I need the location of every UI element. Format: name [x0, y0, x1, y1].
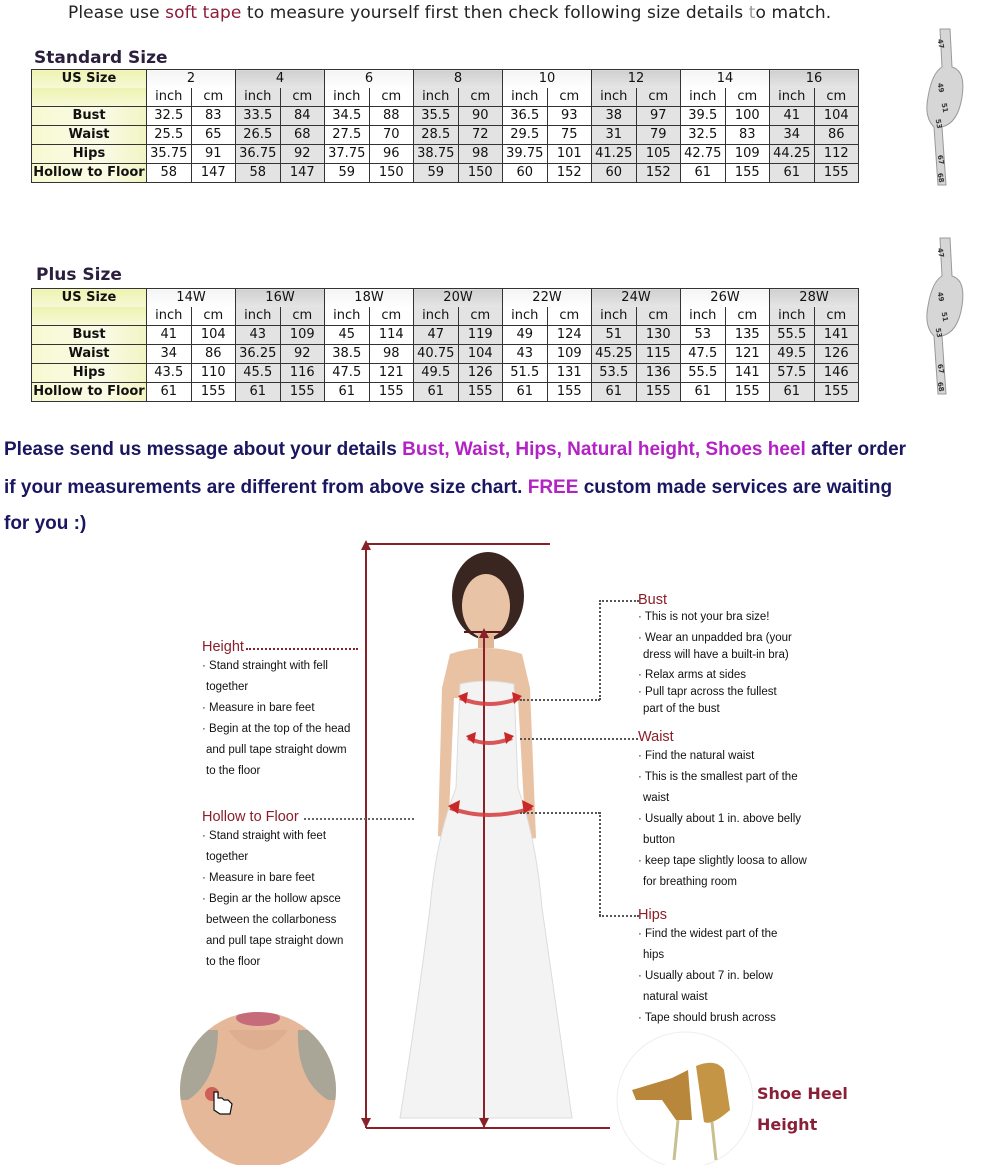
table-cell: 96	[369, 145, 414, 164]
height-guide-title: Height	[202, 639, 244, 655]
unit-inch: inch	[770, 88, 815, 107]
table-cell: 155	[814, 164, 859, 183]
svg-text:47: 47	[935, 38, 946, 50]
guide-item: · Begin ar the hollow apsce	[202, 893, 341, 905]
table-cell: 35.75	[147, 145, 192, 164]
guide-item: · Stand strainght with fell	[202, 660, 328, 672]
table-cell: 88	[369, 107, 414, 126]
table-cell: 86	[814, 126, 859, 145]
table-cell: 98	[369, 345, 414, 364]
table-cell: 84	[280, 107, 325, 126]
unit-cm: cm	[725, 307, 770, 326]
unit-cm: cm	[191, 307, 236, 326]
guide-item: · Relax arms at sides	[638, 669, 747, 681]
guide-item: natural waist	[643, 991, 708, 1003]
table-cell: 29.5	[503, 126, 548, 145]
measurement-label: Hips	[32, 364, 147, 383]
guide-item: between the collarboness	[206, 914, 337, 926]
table-cell: 126	[814, 345, 859, 364]
waist-guide-title: Waist	[638, 729, 674, 745]
table-cell: 58	[147, 164, 192, 183]
table-cell: 155	[191, 383, 236, 402]
table-cell: 150	[458, 164, 503, 183]
unit-cm: cm	[369, 307, 414, 326]
hollow-to-floor-guide	[202, 808, 372, 973]
table-cell: 47	[414, 326, 459, 345]
table-cell: 53	[681, 326, 726, 345]
table-cell: 41	[147, 326, 192, 345]
unit-inch: inch	[414, 307, 459, 326]
guide-item: · This is not your bra size!	[638, 611, 770, 623]
table-cell: 36.5	[503, 107, 548, 126]
table-cell: 45	[325, 326, 370, 345]
table-cell: 155	[547, 383, 592, 402]
svg-text:49: 49	[935, 82, 946, 94]
table-cell: 79	[636, 126, 681, 145]
us-size-label: US Size	[32, 70, 147, 89]
table-cell: 116	[280, 364, 325, 383]
standard-size-title: Standard Size	[34, 48, 168, 68]
table-cell: 60	[503, 164, 548, 183]
table-cell: 43	[503, 345, 548, 364]
guide-item: together	[206, 681, 249, 693]
unit-cm: cm	[369, 88, 414, 107]
guide-item: · Stand straight with feet	[202, 830, 327, 842]
svg-text:68: 68	[935, 381, 946, 393]
table-cell: 49.5	[770, 345, 815, 364]
hips-connector	[599, 915, 639, 917]
table-cell: 47.5	[681, 345, 726, 364]
table-cell: 61	[236, 383, 281, 402]
guide-item: and pull tape straight down	[206, 935, 344, 947]
table-cell: 32.5	[147, 107, 192, 126]
table-cell: 41.25	[592, 145, 637, 164]
plus-size-title: Plus Size	[36, 265, 122, 285]
message-text: if your measurements are different from above size chart.	[4, 477, 528, 498]
table-cell: 100	[725, 107, 770, 126]
intro-text: o match.	[755, 3, 832, 23]
table-cell: 146	[814, 364, 859, 383]
unit-inch: inch	[236, 307, 281, 326]
table-cell: 104	[191, 326, 236, 345]
plus-size-table	[31, 288, 859, 402]
size-column-header: 2	[147, 70, 236, 89]
table-cell: 61	[592, 383, 637, 402]
guide-item: · Usually about 7 in. below	[638, 970, 773, 982]
table-cell: 104	[814, 107, 859, 126]
message-highlight: FREE	[527, 477, 579, 498]
unit-inch: inch	[592, 307, 637, 326]
table-cell: 105	[636, 145, 681, 164]
size-column-header: 24W	[592, 289, 681, 308]
table-cell: 38	[592, 107, 637, 126]
table-cell: 61	[147, 383, 192, 402]
unit-inch: inch	[147, 307, 192, 326]
unit-inch: inch	[592, 88, 637, 107]
table-cell: 155	[280, 383, 325, 402]
size-column-header: 14W	[147, 289, 236, 308]
table-cell: 59	[414, 164, 459, 183]
measuring-tape-image	[922, 27, 968, 187]
table-cell: 32.5	[681, 126, 726, 145]
bust-guide	[638, 591, 828, 718]
unit-inch: inch	[236, 88, 281, 107]
table-row	[32, 364, 859, 383]
table-cell: 33.5	[236, 107, 281, 126]
table-cell: 90	[458, 107, 503, 126]
measurement-label: Waist	[32, 126, 147, 145]
waist-connector	[520, 738, 638, 740]
table-cell: 61	[414, 383, 459, 402]
table-cell: 68	[280, 126, 325, 145]
measurement-label: Hollow to Floor	[32, 383, 147, 402]
standard-size-table-wrap	[31, 69, 859, 183]
guide-item: to the floor	[206, 765, 261, 777]
table-cell: 114	[369, 326, 414, 345]
table-cell: 152	[547, 164, 592, 183]
table-cell: 104	[458, 345, 503, 364]
table-cell: 34.5	[325, 107, 370, 126]
unit-cm: cm	[280, 88, 325, 107]
size-header-row	[32, 70, 859, 89]
table-cell: 109	[547, 345, 592, 364]
custom-message-line-1	[4, 439, 906, 461]
guide-item: button	[643, 834, 675, 846]
unit-row	[32, 307, 859, 326]
table-row	[32, 326, 859, 345]
guide-item: · Usually about 1 in. above belly	[638, 813, 802, 825]
table-cell: 126	[458, 364, 503, 383]
table-cell: 43	[236, 326, 281, 345]
table-cell: 97	[636, 107, 681, 126]
table-cell: 109	[725, 145, 770, 164]
table-cell: 115	[636, 345, 681, 364]
table-cell: 39.75	[503, 145, 548, 164]
table-cell: 61	[681, 383, 726, 402]
table-cell: 155	[725, 164, 770, 183]
size-column-header: 16	[770, 70, 859, 89]
table-cell: 141	[725, 364, 770, 383]
table-cell: 109	[280, 326, 325, 345]
table-cell: 47.5	[325, 364, 370, 383]
svg-text:53: 53	[933, 327, 944, 339]
table-cell: 49.5	[414, 364, 459, 383]
table-cell: 72	[458, 126, 503, 145]
table-cell: 155	[814, 383, 859, 402]
hips-guide-title: Hips	[638, 907, 668, 923]
size-column-header: 20W	[414, 289, 503, 308]
unit-inch: inch	[681, 88, 726, 107]
measurement-label: Waist	[32, 345, 147, 364]
unit-inch: inch	[770, 307, 815, 326]
unit-cm: cm	[814, 88, 859, 107]
bust-connector	[599, 600, 639, 602]
guide-item: · This is the smallest part of the	[638, 771, 798, 783]
guide-item: · Measure in bare feet	[202, 872, 315, 884]
message-text: after order	[805, 439, 907, 460]
message-text: Please send us message about your details	[4, 439, 403, 460]
table-cell: 28.5	[414, 126, 459, 145]
table-cell: 98	[458, 145, 503, 164]
table-cell: 49	[503, 326, 548, 345]
unit-cm: cm	[725, 88, 770, 107]
message-text: custom made services are waiting	[578, 477, 893, 498]
table-cell: 147	[191, 164, 236, 183]
shoe-heel-label	[757, 1078, 848, 1140]
hips-connector	[599, 812, 601, 916]
table-row	[32, 164, 859, 183]
size-column-header: 6	[325, 70, 414, 89]
unit-inch: inch	[325, 307, 370, 326]
collarbone-inset-image	[178, 1010, 338, 1165]
svg-text:67: 67	[935, 154, 946, 166]
table-cell: 147	[280, 164, 325, 183]
table-cell: 60	[592, 164, 637, 183]
svg-text:68: 68	[935, 172, 946, 184]
unit-cm: cm	[191, 88, 236, 107]
measurement-label: Hips	[32, 145, 147, 164]
size-column-header: 8	[414, 70, 503, 89]
svg-text:51: 51	[939, 102, 950, 114]
size-column-header: 12	[592, 70, 681, 89]
shoe-heel-label-line: Shoe Heel	[757, 1084, 848, 1103]
table-cell: 38.5	[325, 345, 370, 364]
guide-item: · Pull tapr across the fullest	[638, 686, 777, 698]
hips-guide	[638, 906, 828, 1029]
measurement-label: Bust	[32, 326, 147, 345]
table-cell: 150	[369, 164, 414, 183]
table-cell: 110	[191, 364, 236, 383]
table-cell: 83	[191, 107, 236, 126]
size-column-header: 14	[681, 70, 770, 89]
table-cell: 119	[458, 326, 503, 345]
size-column-header: 26W	[681, 289, 770, 308]
table-cell: 141	[814, 326, 859, 345]
guide-item: · Tape should brush across	[638, 1012, 776, 1024]
table-cell: 51	[592, 326, 637, 345]
table-cell: 124	[547, 326, 592, 345]
table-cell: 31	[592, 126, 637, 145]
guide-item: · Wear an unpadded bra (your	[638, 632, 792, 644]
table-cell: 27.5	[325, 126, 370, 145]
model-figure	[360, 538, 610, 1138]
table-cell: 45.5	[236, 364, 281, 383]
table-cell: 155	[458, 383, 503, 402]
unit-cm: cm	[280, 307, 325, 326]
size-column-header: 16W	[236, 289, 325, 308]
table-cell: 112	[814, 145, 859, 164]
table-cell: 57.5	[770, 364, 815, 383]
size-column-header: 10	[503, 70, 592, 89]
unit-inch: inch	[325, 88, 370, 107]
table-cell: 36.75	[236, 145, 281, 164]
bust-guide-title: Bust	[638, 592, 668, 608]
size-header-row	[32, 289, 859, 308]
table-cell: 41	[770, 107, 815, 126]
measurement-label: Bust	[32, 107, 147, 126]
table-cell: 121	[369, 364, 414, 383]
table-cell: 25.5	[147, 126, 192, 145]
size-column-header: 4	[236, 70, 325, 89]
intro-highlight: soft tape	[165, 3, 242, 23]
table-cell: 93	[547, 107, 592, 126]
table-cell: 61	[503, 383, 548, 402]
table-cell: 34	[770, 126, 815, 145]
table-cell: 34	[147, 345, 192, 364]
table-cell: 83	[725, 126, 770, 145]
guide-item: · Find the widest part of the	[638, 928, 778, 940]
guide-item: · Measure in bare feet	[202, 702, 315, 714]
svg-text:51: 51	[939, 311, 950, 323]
table-cell: 101	[547, 145, 592, 164]
table-cell: 152	[636, 164, 681, 183]
height-guide	[202, 638, 372, 782]
table-cell: 45.25	[592, 345, 637, 364]
table-cell: 43.5	[147, 364, 192, 383]
unit-cm: cm	[547, 88, 592, 107]
table-row	[32, 145, 859, 164]
table-cell: 155	[369, 383, 414, 402]
table-cell: 65	[191, 126, 236, 145]
unit-cm: cm	[458, 88, 503, 107]
guide-item: · Find the natural waist	[638, 750, 755, 762]
unit-cm: cm	[636, 307, 681, 326]
table-cell: 42.75	[681, 145, 726, 164]
svg-text:47: 47	[935, 247, 946, 259]
intro-text: to measure yourself first then check following size details	[241, 3, 749, 23]
guide-item: for breathing room	[643, 876, 737, 888]
standard-size-table	[31, 69, 859, 183]
intro-text: t	[748, 3, 756, 23]
table-cell: 92	[280, 345, 325, 364]
intro-instruction	[68, 3, 831, 23]
table-cell: 59	[325, 164, 370, 183]
custom-message-line-3: for you :)	[4, 513, 87, 534]
table-cell: 51.5	[503, 364, 548, 383]
table-cell: 39.5	[681, 107, 726, 126]
waist-guide	[638, 728, 828, 893]
table-cell: 155	[725, 383, 770, 402]
table-cell: 36.25	[236, 345, 281, 364]
unit-inch: inch	[503, 88, 548, 107]
bust-connector	[599, 600, 601, 700]
unit-inch: inch	[503, 307, 548, 326]
hollow-guide-title: Hollow to Floor	[202, 809, 299, 825]
unit-row-label	[32, 307, 147, 326]
table-cell: 121	[725, 345, 770, 364]
guide-item: · Begin at the top of the head	[202, 723, 351, 735]
table-cell: 92	[280, 145, 325, 164]
guide-item: to the floor	[206, 956, 261, 968]
table-cell: 75	[547, 126, 592, 145]
hips-connector	[520, 812, 600, 814]
table-cell: 35.5	[414, 107, 459, 126]
shoe-heel-label-line: Height	[757, 1115, 818, 1134]
plus-size-table-wrap	[31, 288, 859, 402]
unit-inch: inch	[414, 88, 459, 107]
guide-item: hips	[643, 949, 665, 961]
table-cell: 61	[770, 164, 815, 183]
table-cell: 86	[191, 345, 236, 364]
table-cell: 61	[325, 383, 370, 402]
table-row	[32, 126, 859, 145]
unit-inch: inch	[147, 88, 192, 107]
table-cell: 155	[636, 383, 681, 402]
unit-row	[32, 88, 859, 107]
guide-item: together	[206, 851, 249, 863]
table-cell: 26.5	[236, 126, 281, 145]
size-column-header: 28W	[770, 289, 859, 308]
message-highlight: Bust, Waist, Hips, Natural height, Shoes heel	[402, 439, 806, 460]
guide-item: dress will have a built-in bra)	[643, 649, 789, 661]
guide-item: and pull tape straight dowm	[206, 744, 347, 756]
table-cell: 136	[636, 364, 681, 383]
table-cell: 91	[191, 145, 236, 164]
table-cell: 131	[547, 364, 592, 383]
unit-cm: cm	[636, 88, 681, 107]
table-cell: 40.75	[414, 345, 459, 364]
table-row	[32, 107, 859, 126]
measuring-tape-image	[922, 236, 968, 396]
table-cell: 55.5	[681, 364, 726, 383]
shoe-heel-image	[612, 1030, 758, 1165]
table-cell: 38.75	[414, 145, 459, 164]
table-cell: 53.5	[592, 364, 637, 383]
table-row	[32, 345, 859, 364]
svg-text:49: 49	[935, 291, 946, 303]
table-cell: 130	[636, 326, 681, 345]
table-cell: 58	[236, 164, 281, 183]
unit-row-label	[32, 88, 147, 107]
table-cell: 44.25	[770, 145, 815, 164]
size-column-header: 22W	[503, 289, 592, 308]
guide-item: · keep tape slightly loosa to allow	[638, 855, 807, 867]
unit-cm: cm	[814, 307, 859, 326]
table-cell: 61	[770, 383, 815, 402]
guide-item: part of the bust	[643, 703, 720, 715]
us-size-label: US Size	[32, 289, 147, 308]
table-cell: 55.5	[770, 326, 815, 345]
table-cell: 37.75	[325, 145, 370, 164]
table-cell: 135	[725, 326, 770, 345]
table-cell: 70	[369, 126, 414, 145]
svg-text:53: 53	[933, 118, 944, 130]
size-column-header: 18W	[325, 289, 414, 308]
table-row	[32, 383, 859, 402]
svg-text:67: 67	[935, 363, 946, 375]
table-cell: 61	[681, 164, 726, 183]
custom-message-line-2	[4, 477, 892, 499]
bust-connector	[520, 699, 600, 701]
guide-item: waist	[643, 792, 670, 804]
measurement-label: Hollow to Floor	[32, 164, 147, 183]
unit-cm: cm	[547, 307, 592, 326]
intro-text: Please use	[68, 3, 166, 23]
unit-inch: inch	[681, 307, 726, 326]
unit-cm: cm	[458, 307, 503, 326]
